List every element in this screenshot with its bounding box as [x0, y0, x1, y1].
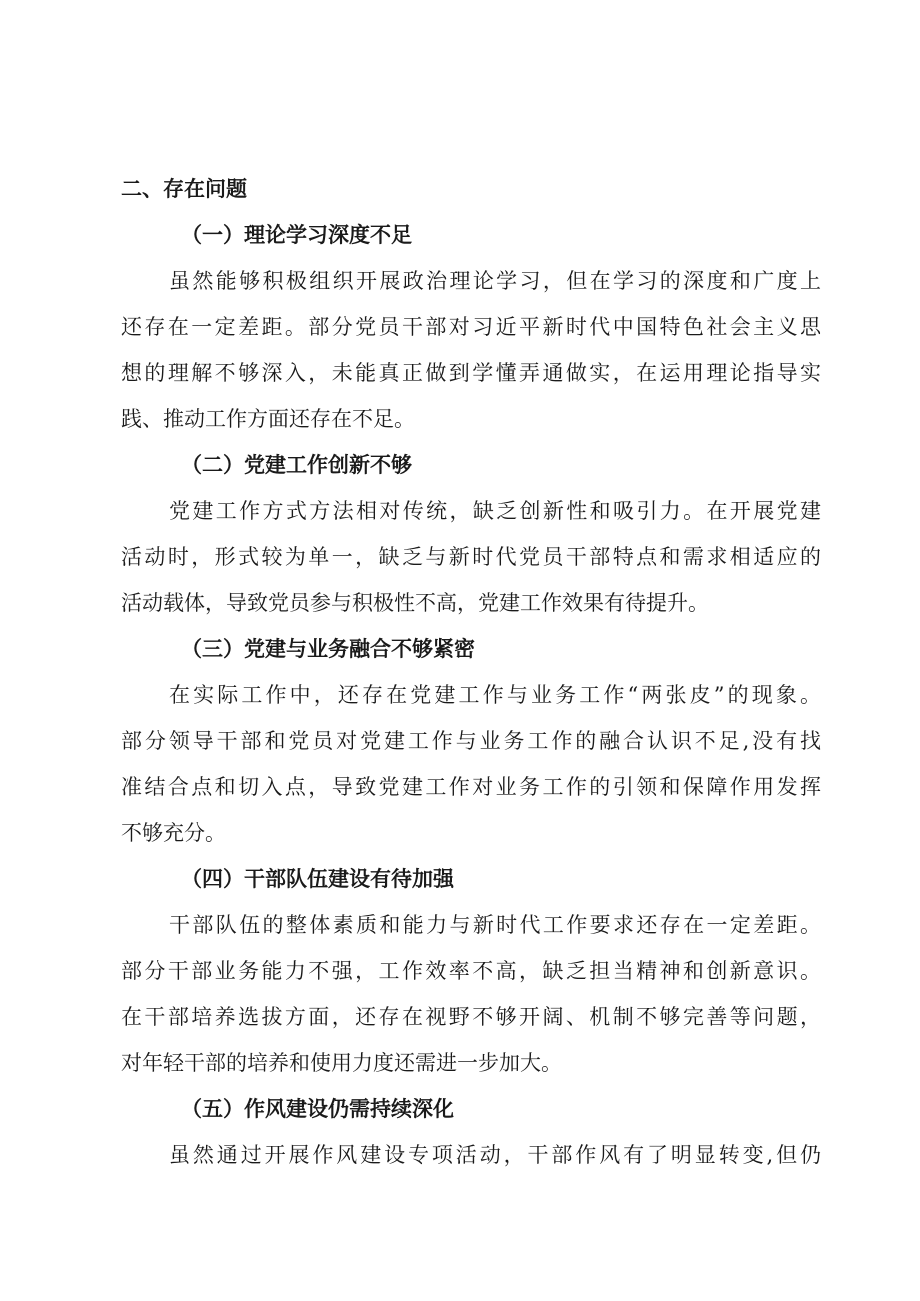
subsection-heading-2: （二）党建工作创新不够: [181, 453, 412, 477]
paragraph-line: 践、推动工作方面还存在不足。: [121, 407, 415, 431]
subsection-heading-3: （三）党建与业务融合不够紧密: [181, 637, 475, 661]
paragraph-line: 在实际工作中，还存在党建工作与业务工作“两张皮”的现象。: [169, 683, 821, 707]
paragraph-line: 不够充分。: [121, 821, 226, 845]
paragraph-line: 还存在一定差距。部分党员干部对习近平新时代中国特色社会主义思: [121, 315, 821, 339]
paragraph-line: 虽然能够积极组织开展政治理论学习，但在学习的深度和广度上: [169, 269, 821, 293]
paragraph-line: 活动载体，导致党员参与积极性不高，党建工作效果有待提升。: [121, 591, 709, 615]
paragraph-line: 活动时，形式较为单一，缺乏与新时代党员干部特点和需求相适应的: [121, 545, 821, 569]
paragraph-line: 党建工作方式方法相对传统，缺乏创新性和吸引力。在开展党建: [169, 499, 821, 523]
paragraph-line: 在干部培养选拔方面，还存在视野不够开阔、机制不够完善等问题，: [121, 1005, 821, 1029]
paragraph-line: 虽然通过开展作风建设专项活动，干部作风有了明显转变,但仍: [169, 1143, 821, 1167]
subsection-heading-1: （一）理论学习深度不足: [181, 223, 412, 247]
subsection-heading-4: （四）干部队伍建设有待加强: [181, 867, 454, 891]
paragraph-line: 准结合点和切入点，导致党建工作对业务工作的引领和保障作用发挥: [121, 775, 821, 799]
document-body: [121, 166, 821, 1178]
paragraph-line: 对年轻干部的培养和使用力度还需进一步加大。: [121, 1051, 562, 1075]
paragraph-line: 干部队伍的整体素质和能力与新时代工作要求还存在一定差距。: [169, 913, 821, 937]
section-title: 二、存在问题: [121, 177, 247, 201]
paragraph-line: 部分干部业务能力不强，工作效率不高，缺乏担当精神和创新意识。: [121, 959, 821, 983]
paragraph-line: 部分领导干部和党员对党建工作与业务工作的融合认识不足,没有找: [121, 729, 821, 753]
paragraph-line: 想的理解不够深入，未能真正做到学懂弄通做实，在运用理论指导实: [121, 361, 821, 385]
subsection-heading-5: （五）作风建设仍需持续深化: [181, 1097, 454, 1121]
